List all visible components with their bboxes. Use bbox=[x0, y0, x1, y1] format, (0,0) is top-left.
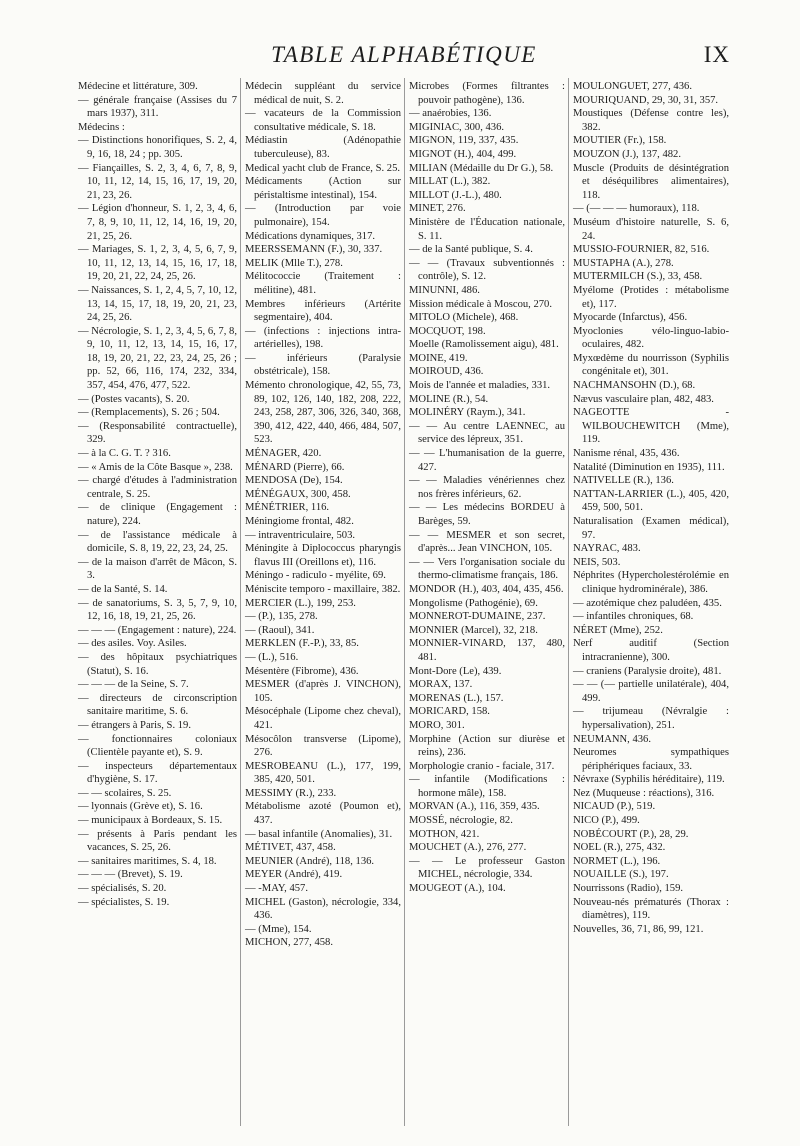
index-entry: MUSTAPHA (A.), 278. bbox=[573, 257, 674, 269]
index-entry: — fonctionnaires coloniaux (Clientèle payante et), S. 9. bbox=[78, 733, 237, 759]
index-entry: MESSIMY (R.), 233. bbox=[245, 787, 337, 799]
index-entry: Morphine (Action sur diurèse et reins), 236. bbox=[409, 733, 565, 759]
index-entry: — — L'humanisation de la guerre, 427. bbox=[409, 448, 565, 473]
page-number: IX bbox=[703, 42, 730, 67]
index-entry: NATIVELLE (R.), 136. bbox=[573, 475, 674, 487]
index-entry: — de la maison d'arrêt de Mâcon, S. 3. bbox=[78, 556, 237, 582]
index-entry: Myoclonies vélo-linguo-labio-oculaires, 482. bbox=[573, 325, 729, 351]
index-columns bbox=[76, 78, 732, 1126]
index-entry: NACHMANSOHN (D.), 68. bbox=[573, 380, 696, 392]
index-entry: — étrangers à Paris, S. 19. bbox=[78, 719, 191, 731]
index-entry: — — — (Brevet), S. 19. bbox=[78, 869, 183, 881]
index-entry: — inférieurs (Paralysie obstétricale), 158. bbox=[245, 352, 401, 378]
index-entry: Mois de l'année et maladies, 331. bbox=[409, 380, 551, 392]
index-entry: — sanitaires maritimes, S. 4, 18. bbox=[78, 855, 217, 867]
index-entry: — municipaux à Bordeaux, S. 15. bbox=[78, 815, 223, 827]
index-entry: — inspecteurs départementaux d'hygiène, S. 17. bbox=[78, 760, 237, 786]
index-entry: MIGNOT (H.), 404, 499. bbox=[409, 148, 517, 160]
index-entry: — (Mme), 154. bbox=[245, 923, 312, 935]
index-entry: Mésentère (Fibrome), 436. bbox=[245, 665, 359, 677]
index-entry: Médications dynamiques, 317. bbox=[245, 230, 376, 242]
index-entry: — infantiles chroniques, 68. bbox=[573, 611, 694, 623]
index-entry: MOIROUD, 436. bbox=[409, 366, 484, 378]
index-entry: — des asiles. Voy. Asiles. bbox=[78, 638, 187, 650]
index-entry: MOTHON, 421. bbox=[409, 828, 480, 840]
index-entry: Mélitococcie (Traitement : mélitine), 481. bbox=[245, 271, 401, 296]
index-entry: NÉRET (Mme), 252. bbox=[573, 624, 663, 636]
index-entry: Myélome (Protides : métabolisme et), 117. bbox=[573, 284, 729, 310]
index-entry: Nanisme rénal, 435, 436. bbox=[573, 448, 680, 460]
index-entry: MÉNAGER, 420. bbox=[245, 448, 322, 460]
index-entry: — azotémique chez paludéen, 435. bbox=[573, 597, 722, 609]
index-entry: Medical yacht club de France, S. 25. bbox=[245, 162, 401, 174]
index-entry: — Fiançailles, S. 2, 3, 4, 6, 7, 8, 9, 10, 11, 12, 14, 15, 16, 17, 19, 20, 21, 23, 26. bbox=[78, 162, 237, 201]
index-entry: MOUTIER (Fr.), 158. bbox=[573, 135, 667, 147]
index-entry: — (Responsabilité contractuelle), 329. bbox=[78, 420, 237, 446]
index-entry: — intraventriculaire, 503. bbox=[245, 529, 356, 541]
page-header bbox=[78, 42, 730, 76]
index-entry: Mémento chronologique, 42, 55, 73, 89, 102, 126, 140, 182, 208, 222, 243, 258, 287, 306, 326, 340, 368, 390, 412, 422, 440, 466, 484, 507, 523. bbox=[245, 380, 401, 446]
index-entry: Morphologie cranio - faciale, 317. bbox=[409, 760, 555, 772]
index-entry: — de la Santé publique, S. 4. bbox=[409, 244, 533, 256]
index-entry: MONDOR (H.), 403, 404, 435, 456. bbox=[409, 583, 564, 595]
index-entry: Myocarde (Infarctus), 456. bbox=[573, 312, 688, 324]
index-column-3 bbox=[404, 78, 568, 1126]
index-entry: MEYER (André), 419. bbox=[245, 869, 343, 881]
index-entry: MOLINÉRY (Raym.), 341. bbox=[409, 407, 526, 419]
index-entry: Myxœdème du nourrisson (Syphilis congénitale et), 301. bbox=[573, 352, 729, 378]
index-entry: Microbes (Formes filtrantes : pouvoir pathogène), 136. bbox=[409, 81, 565, 106]
index-entry: — — scolaires, S. 25. bbox=[78, 787, 172, 799]
index-entry: MIGINIAC, 300, 436. bbox=[409, 121, 505, 133]
index-entry: Naturalisation (Examen médical), 97. bbox=[573, 516, 729, 541]
index-entry: Nævus vasculaire plan, 482, 483. bbox=[573, 393, 714, 405]
index-entry: MESROBEANU (L.), 177, 199, 385, 420, 501. bbox=[245, 760, 401, 786]
index-entry: — (L.), 516. bbox=[245, 651, 299, 663]
index-entry: — spécialistes, S. 19. bbox=[78, 896, 170, 908]
index-entry: — « Amis de la Côte Basque », 238. bbox=[78, 461, 233, 473]
index-entry: — — Le professeur Gaston MICHEL, nécrologie, 334. bbox=[409, 855, 565, 881]
index-entry: Mont-Dore (Le), 439. bbox=[409, 665, 502, 677]
index-entry: — présents à Paris pendant les vacances, S. 25, 26. bbox=[78, 828, 237, 854]
index-entry: MINUNNI, 486. bbox=[409, 284, 480, 296]
index-entry: MUTERMILCH (S.), 33, 458. bbox=[573, 271, 703, 283]
index-entry: — Nécrologie, S. 1, 2, 3, 4, 5, 6, 7, 8, 9, 10, 11, 12, 13, 14, 15, 16, 17, 18, 19, 20, 21, 22, 23, 24, 25, 26 ; pp. 52, 66, 116, 174, 232, 334, 357, 454, 476, 477, 522. bbox=[78, 325, 237, 392]
index-entry: — spécialisés, S. 20. bbox=[78, 883, 167, 895]
index-entry: — — — (Engagement : nature), 224. bbox=[78, 624, 237, 636]
index-entry: Neuromes sympathiques périphériques faciaux, 33. bbox=[573, 747, 729, 772]
index-entry: Nourrissons (Radio), 159. bbox=[573, 883, 684, 895]
index-entry: Muséum d'histoire naturelle, S. 6, 24. bbox=[573, 216, 729, 242]
index-entry: MOUCHET (A.), 276, 277. bbox=[409, 842, 527, 854]
index-entry: MEUNIER (André), 118, 136. bbox=[245, 855, 375, 867]
index-entry: MOCQUOT, 198. bbox=[409, 325, 486, 337]
index-entry: — vacateurs de la Commission consultative médicale, S. 18. bbox=[245, 108, 401, 133]
index-entry: Muscle (Produits de désintégration et déséquilibres alimentaires), 118. bbox=[573, 162, 729, 201]
index-entry: — — — de la Seine, S. 7. bbox=[78, 679, 189, 691]
index-entry: — anaérobies, 136. bbox=[409, 108, 492, 120]
index-entry: Névraxe (Syphilis héréditaire), 119. bbox=[573, 774, 725, 786]
index-entry: Natalité (Diminution en 1935), 111. bbox=[573, 461, 725, 473]
index-entry: MILLAT (L.), 382. bbox=[409, 176, 491, 188]
index-entry: NATTAN-LARRIER (L.), 405, 420, 459, 500, 501. bbox=[573, 488, 729, 514]
index-entry: Méningo - radiculo - myélite, 69. bbox=[245, 570, 386, 582]
index-entry: MEERSSEMANN (F.), 30, 337. bbox=[245, 244, 383, 256]
index-column-1 bbox=[76, 78, 240, 1126]
index-entry: Métabolisme azoté (Poumon et), 437. bbox=[245, 801, 401, 827]
index-entry: Mésocéphale (Lipome chez cheval), 421. bbox=[245, 706, 401, 731]
index-entry: — — (— partielle unilatérale), 404, 499. bbox=[573, 679, 729, 704]
index-entry: Nouveau-nés prématurés (Thorax : diamètres), 119. bbox=[573, 896, 729, 922]
index-entry: MÉNÉGAUX, 300, 458. bbox=[245, 488, 351, 500]
index-entry: — directeurs de circonscription sanitaire maritime, S. 6. bbox=[78, 692, 237, 718]
index-entry: — Naissances, S. 1, 2, 4, 5, 7, 10, 12, 13, 14, 15, 17, 18, 19, 20, 21, 23, 24, 25, 26. bbox=[78, 284, 237, 324]
index-entry: — (P.), 135, 278. bbox=[245, 611, 318, 623]
index-entry: Médiastin (Adénopathie tuberculeuse), 83. bbox=[245, 135, 401, 160]
index-entry: MORENAS (L.), 157. bbox=[409, 692, 504, 704]
index-entry: NOUAILLE (S.), 197. bbox=[573, 869, 669, 881]
index-entry: — de sanatoriums, S. 3, 5, 7, 9, 10, 12, 16, 18, 19, 21, 25, 26. bbox=[78, 597, 237, 623]
index-entry: MOULONGUET, 277, 436. bbox=[573, 81, 692, 92]
index-entry: MONNIER (Marcel), 32, 218. bbox=[409, 624, 538, 636]
index-entry: Méningite à Diplococcus pharyngis flavus III (Oreillons et), 116. bbox=[245, 543, 401, 568]
index-entry: MORAX, 137. bbox=[409, 679, 473, 691]
index-entry: MORO, 301. bbox=[409, 719, 465, 731]
index-entry: Nerf auditif (Section intracranienne), 300. bbox=[573, 638, 729, 663]
index-entry: MUSSIO-FOURNIER, 82, 516. bbox=[573, 244, 710, 256]
index-entry: MIGNON, 119, 337, 435. bbox=[409, 135, 519, 147]
index-entry: Médicaments (Action sur péristaltisme intestinal), 154. bbox=[245, 176, 401, 201]
index-entry: MÉTIVET, 437, 458. bbox=[245, 842, 336, 854]
index-entry: MOUZON (J.), 137, 482. bbox=[573, 148, 681, 160]
index-entry: — de clinique (Engagement : nature), 224. bbox=[78, 502, 237, 527]
index-entry: MESMER (d'après J. VINCHON), 105. bbox=[245, 679, 401, 704]
index-entry: NORMET (L.), 196. bbox=[573, 855, 661, 867]
index-entry: — lyonnais (Grève et), S. 16. bbox=[78, 801, 203, 813]
index-entry: Nouvelles, 36, 71, 86, 99, 121. bbox=[573, 923, 704, 935]
index-entry: MONNEROT-DUMAINE, 237. bbox=[409, 611, 546, 623]
index-entry: MITOLO (Michele), 468. bbox=[409, 312, 519, 324]
index-entry: Mésocôlon transverse (Lipome), 276. bbox=[245, 733, 401, 759]
index-entry: — de la Santé, S. 14. bbox=[78, 583, 168, 595]
index-entry: NICAUD (P.), 519. bbox=[573, 801, 656, 813]
index-entry: MICHON, 277, 458. bbox=[245, 937, 333, 949]
index-entry: — générale française (Assises du 7 mars 1937), 311. bbox=[78, 94, 237, 120]
index-entry: MORVAN (A.), 116, 359, 435. bbox=[409, 801, 540, 813]
index-entry: — Légion d'honneur, S. 1, 2, 3, 4, 6, 7, 8, 9, 10, 11, 12, 14, 16, 19, 20, 21, 25, 26. bbox=[78, 203, 237, 242]
index-entry: MORICARD, 158. bbox=[409, 706, 490, 718]
index-entry: MONNIER-VINARD, 137, 480, 481. bbox=[409, 638, 565, 663]
index-entry: Méningiome frontal, 482. bbox=[245, 516, 354, 527]
index-entry: — (— — — humoraux), 118. bbox=[573, 203, 700, 215]
index-entry: Médecin suppléant du service médical de nuit, S. 2. bbox=[245, 81, 401, 106]
index-column-2 bbox=[240, 78, 404, 1126]
index-entry: NOEL (R.), 275, 432. bbox=[573, 842, 666, 854]
index-entry: MOLINE (R.), 54. bbox=[409, 393, 489, 405]
index-entry: — trijumeau (Névralgie : hypersalivation), 251. bbox=[573, 706, 729, 731]
index-column-4 bbox=[568, 78, 732, 1126]
index-entry: Médecine et littérature, 309. bbox=[78, 81, 198, 92]
index-entry: — basal infantile (Anomalies), 31. bbox=[245, 828, 393, 840]
index-entry: — — Vers l'organisation sociale du thermo-climatisme français, 186. bbox=[409, 556, 565, 582]
index-entry: — — Maladies vénériennes chez nos frères inférieurs, 62. bbox=[409, 475, 565, 500]
index-entry: NEIS, 503. bbox=[573, 556, 621, 568]
index-entry: NOBÉCOURT (P.), 28, 29. bbox=[573, 828, 689, 840]
running-title: TABLE ALPHABÉTIQUE bbox=[271, 42, 537, 67]
index-entry: — à la C. G. T. ? 316. bbox=[78, 448, 171, 460]
index-entry: MERCIER (L.), 199, 253. bbox=[245, 597, 356, 609]
index-entry: MOUGEOT (A.), 104. bbox=[409, 883, 506, 895]
index-entry: MELIK (Mlle T.), 278. bbox=[245, 257, 343, 269]
index-entry: Médecins : bbox=[78, 121, 125, 133]
index-entry: MENDOSA (De), 154. bbox=[245, 475, 343, 487]
index-entry: — craniens (Paralysie droite), 481. bbox=[573, 665, 722, 677]
index-entry: Néphrites (Hypercholestérolémie en clinique hydrominérale), 386. bbox=[573, 570, 729, 595]
index-entry: MILIAN (Médaille du Dr G.), 58. bbox=[409, 162, 554, 174]
index-entry: — des hôpitaux psychiatriques (Statut), S. 16. bbox=[78, 651, 237, 677]
index-entry: Moelle (Ramolissement aigu), 481. bbox=[409, 339, 559, 351]
index-entry: Méniscite temporo - maxillaire, 382. bbox=[245, 583, 401, 595]
index-entry: Membres inférieurs (Artérite segmentaire), 404. bbox=[245, 298, 401, 324]
index-entry: — (Remplacements), S. 26 ; 504. bbox=[78, 407, 220, 419]
index-entry: — chargé d'études à l'administration centrale, S. 25. bbox=[78, 475, 237, 500]
index-entry: MERKLEN (F.-P.), 33, 85. bbox=[245, 638, 359, 650]
index-entry: — — MESMER et son secret, d'après... Jean VINCHON, 105. bbox=[409, 529, 565, 555]
index-entry: — — Au centre LAENNEC, au service des lépreux, 351. bbox=[409, 420, 565, 446]
index-entry: Ministère de l'Éducation nationale, S. 11. bbox=[409, 216, 565, 242]
index-entry: MINET, 276. bbox=[409, 203, 466, 215]
index-entry: — — (Travaux subventionnés : contrôle), S. 12. bbox=[409, 257, 565, 283]
index-entry: — (Raoul), 341. bbox=[245, 624, 315, 636]
index-entry: MÉNÉTRIER, 116. bbox=[245, 502, 330, 514]
index-entry: — (Postes vacants), S. 20. bbox=[78, 393, 190, 405]
index-entry: NAYRAC, 483. bbox=[573, 543, 641, 555]
index-entry: Mission médicale à Moscou, 270. bbox=[409, 298, 552, 310]
index-entry: MOSSÉ, nécrologie, 82. bbox=[409, 815, 513, 827]
index-entry: NAGEOTTE - WILBOUCHEWITCH (Mme), 119. bbox=[573, 407, 729, 446]
index-entry: MOURIQUAND, 29, 30, 31, 357. bbox=[573, 94, 719, 106]
index-entry: — (Introduction par voie pulmonaire), 154. bbox=[245, 203, 401, 228]
index-entry: Nez (Muqueuse : réactions), 316. bbox=[573, 787, 715, 799]
index-entry: — (infections : injections intra-artérielles), 198. bbox=[245, 325, 401, 351]
index-entry: — infantile (Modifications : hormone mâle), 158. bbox=[409, 774, 565, 799]
index-entry: — -MAY, 457. bbox=[245, 883, 308, 895]
index-entry: — de l'assistance médicale à domicile, S. 8, 19, 22, 23, 24, 25. bbox=[78, 529, 237, 555]
index-entry: MÉNARD (Pierre), 66. bbox=[245, 461, 345, 473]
index-entry: MOINE, 419. bbox=[409, 352, 468, 364]
index-entry: MILLOT (J.-L.), 480. bbox=[409, 189, 502, 201]
index-entry: — — Les médecins BORDEU à Barèges, 59. bbox=[409, 502, 565, 527]
index-entry: — Distinctions honorifiques, S. 2, 4, 9, 16, 18, 24 ; pp. 305. bbox=[78, 135, 237, 160]
index-entry: NICO (P.), 499. bbox=[573, 815, 640, 827]
index-entry: MICHEL (Gaston), nécrologie, 334, 436. bbox=[245, 896, 401, 922]
index-entry: Mongolisme (Pathogénie), 69. bbox=[409, 597, 538, 609]
index-entry: Moustiques (Défense contre les), 382. bbox=[573, 108, 729, 133]
index-entry: NEUMANN, 436. bbox=[573, 733, 651, 745]
index-entry: — Mariages, S. 1, 2, 3, 4, 5, 6, 7, 9, 10, 11, 12, 13, 14, 15, 16, 17, 18, 19, 20, 21, 22, 24, 25, 26. bbox=[78, 244, 237, 283]
